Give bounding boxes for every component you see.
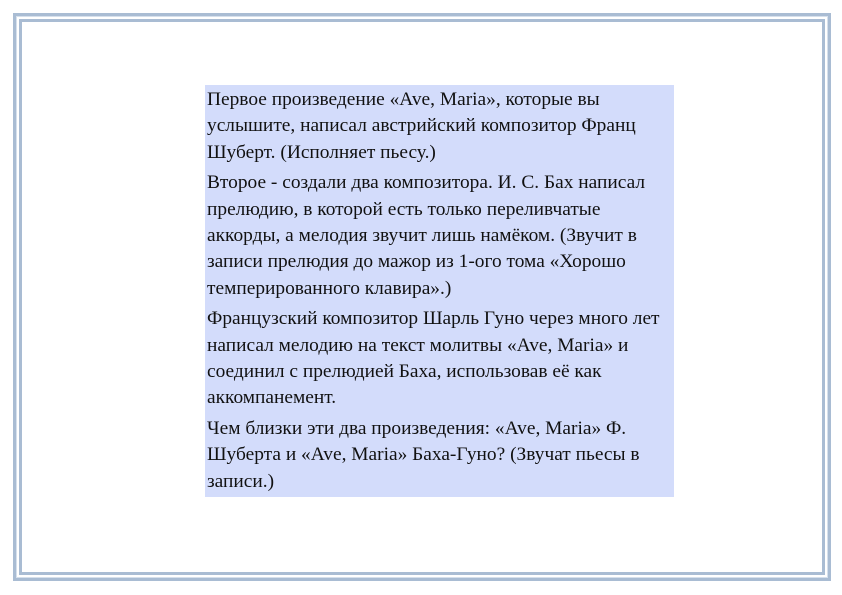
paragraph-gounod: Французский композитор Шарль Гуно через много лет написал мелодию на текст молитвы «Ave, Maria» и соединил с прелюдией Баха, использовав её как аккомпанемент. <box>207 308 660 409</box>
paragraph-question: Чем близки эти два произведения: «Ave, Maria» Ф. Шуберта и «Ave, Maria» Баха-Гуно? (Звучат пьесы в записи.) <box>207 417 640 492</box>
paragraph-schubert: Первое произведение «Ave, Maria», которые вы услышите, написал австрийский композитор Франц Шуберт. (Исполняет пьесу.) <box>207 89 636 163</box>
paragraph-bach-prelude: Второе - создали два композитора. И. С. Бах написал прелюдию, в которой есть только переливчатые аккорды, а мелодия звучит лишь намёком. (Звучит в записи прелюдия до мажор из 1-ого тома «Хорошо темперированного клавира».) <box>207 172 646 299</box>
text-box <box>205 85 674 497</box>
